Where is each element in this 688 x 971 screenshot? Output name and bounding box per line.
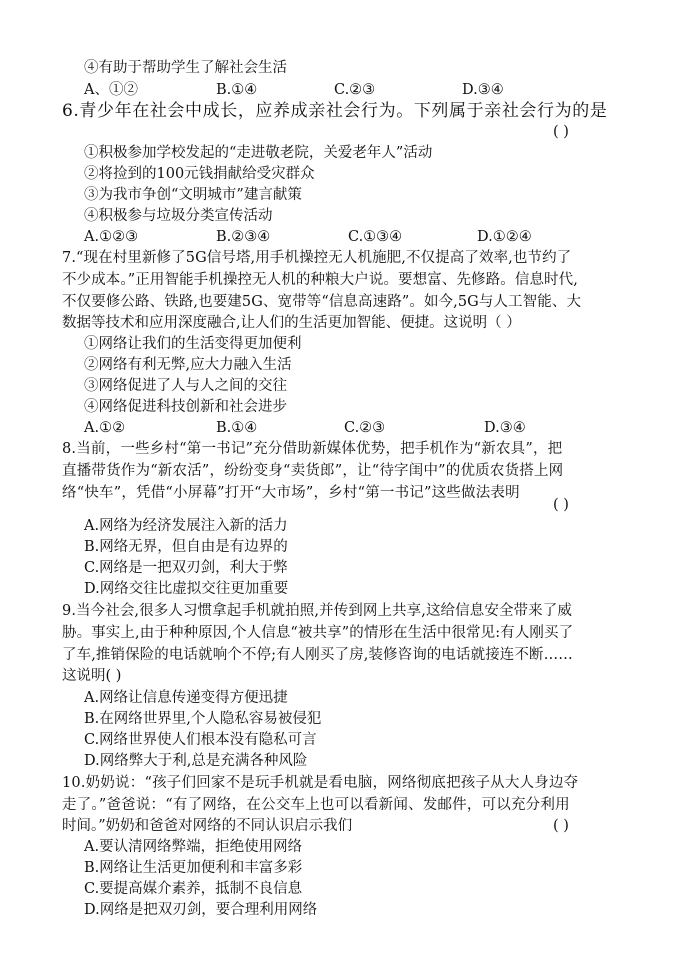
q6-item-1: ①积极参加学校发起的“走进敬老院，关爱老年人”活动 (84, 145, 433, 161)
q7-item-3: ③网络促进了人与人之间的交往 (84, 378, 287, 394)
q10-line-3: 时间。”奶奶和爸爸对网络的不同认识启示我们 (62, 818, 353, 834)
q6-stem: 6.青少年在社会中成长，应养成亲社会行为。下列属于亲社会行为的是 (62, 101, 608, 121)
q6-option-d: D.①②④ (477, 229, 532, 245)
q8-line-3: 络“快车”，凭借“小屏幕”打开“大市场”，乡村“第一书记”这些做法表明 (62, 485, 520, 501)
q6-item-2: ②将捡到的100元钱捐献给受灾群众 (84, 166, 315, 182)
q10-option-a: A.要认清网络弊端，拒绝使用网络 (84, 839, 303, 855)
q8-line-2: 直播带货作为“新农活”，纷纷变身“卖货郎”，让“待字闺中”的优质农货搭上网 (62, 463, 564, 479)
q7-line-3: 不仅要修公路、铁路,也要建5G、宽带等“信息高速路”。如今,5G与人工智能、大 (62, 294, 582, 310)
q9-line-3: 了车,推销保险的电话就响个不停;有人刚买了房,装修咨询的电话就接连不断…… (62, 647, 573, 663)
q10-line-2: 走了。”爸爸说：“有了网络，在公交车上也可以看新闻、发邮件，可以充分利用 (62, 797, 570, 813)
q5-option-b: B.①④ (216, 82, 258, 98)
q9-line-2: 胁。事实上,由于种种原因,个人信息“被共享”的情形在生活中很常见:有人刚买了 (62, 625, 574, 641)
q9-line-4: 这说明( ) (62, 668, 122, 684)
q10-option-b: B.网络让生活更加便利和丰富多彩 (84, 860, 303, 876)
q8-option-d: D.网络交往比虚拟交往更加重要 (84, 581, 289, 597)
q10-option-d: D.网络是把双刃剑，要合理利用网络 (84, 902, 318, 918)
q7-line-4: 数据等技术和应用深度融合,让人们的生活更加智能、便捷。这说明（ ） (62, 315, 521, 331)
q6-option-c: C.①③④ (348, 229, 403, 245)
q6-item-4: ④积极参与垃圾分类宣传活动 (84, 208, 273, 224)
q5-option-d: D.③④ (462, 82, 504, 98)
q6-option-a: A.①②③ (84, 229, 139, 245)
q9-option-c: C.网络世界使人们根本没有隐私可言 (84, 732, 317, 748)
q5-option-c: C.②③ (334, 82, 376, 98)
q7-option-b: B.①④ (216, 420, 258, 436)
q8-option-c: C.网络是一把双刃剑，利大于弊 (84, 560, 288, 576)
q9-line-1: 9.当今社会,很多人习惯拿起手机就拍照,并传到网上共享,这给信息安全带来了威 (62, 603, 572, 619)
q7-option-a: A.①② (84, 420, 126, 436)
q6-answer-paren: ( ) (553, 124, 569, 140)
q8-option-a: A.网络为经济发展注入新的活力 (84, 518, 288, 534)
q6-item-3: ③为我市争创“文明城市”建言献策 (84, 187, 302, 203)
q5-item-4: ④有助于帮助学生了解社会生活 (84, 60, 287, 76)
q8-option-b: B.网络无界，但自由是有边界的 (84, 539, 288, 555)
q10-option-c: C.要提高媒介素养，抵制不良信息 (84, 881, 303, 897)
q7-item-4: ④网络促进科技创新和社会进步 (84, 399, 287, 415)
q10-line-1: 10.奶奶说：“孩子们回家不是玩手机就是看电脑，网络彻底把孩子从大人身边夺 (62, 775, 579, 791)
q9-option-d: D.网络弊大于利,总是充满各种风险 (84, 753, 308, 769)
q7-option-c: C.②③ (344, 420, 386, 436)
q5-option-a: A、①② (84, 82, 138, 98)
q7-item-1: ①网络让我们的生活变得更加便利 (84, 336, 302, 352)
q10-answer-paren: ( ) (553, 818, 569, 834)
q6-option-b: B.②③④ (216, 229, 271, 245)
q7-option-d: D.③④ (484, 420, 526, 436)
q7-line-2: 不少成本。”正用智能手机操控无人机的种粮大户说。要想富、先修路。信息时代, (62, 272, 578, 288)
q8-answer-paren: ( ) (553, 497, 569, 513)
q7-item-2: ②网络有利无弊,应大力融入生活 (84, 357, 292, 373)
q8-line-1: 8.当前，一些乡村“第一书记”充分借助新媒体优势，把手机作为“新农具”，把 (62, 441, 563, 457)
q9-option-b: B.在网络世界里,个人隐私容易被侵犯 (84, 711, 322, 727)
q7-line-1: 7.“现在村里新修了5G信号塔,用手机操控无人机施肥,不仅提高了效率,也节约了 (62, 250, 572, 266)
q9-option-a: A.网络让信息传递变得方便迅捷 (84, 690, 288, 706)
